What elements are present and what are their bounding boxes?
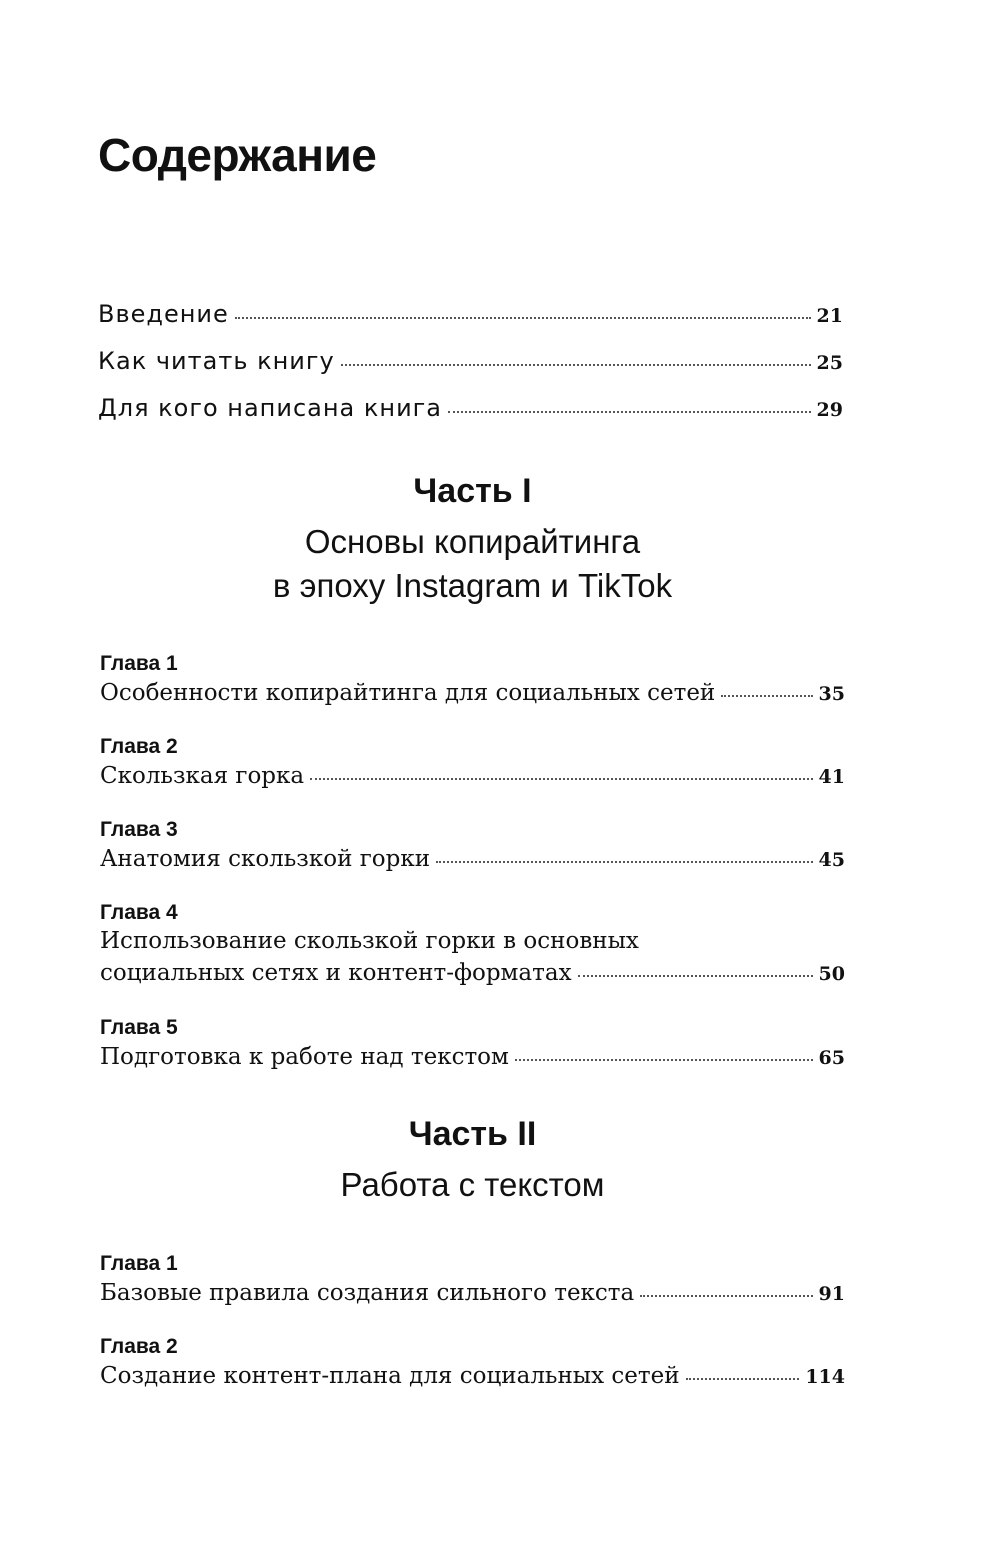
- toc-entry-title: Подготовка к работе над текстом: [100, 1044, 509, 1070]
- chapter-label: Глава 1: [100, 652, 178, 675]
- toc-entry-part2-chapter1[interactable]: [100, 1280, 845, 1306]
- dot-leader: [640, 1295, 812, 1297]
- toc-entry-title: Анатомия скользкой горки: [100, 846, 431, 872]
- toc-entry-title: Введение: [98, 300, 229, 328]
- part-2-subtitle: Работа с текстом: [340, 1166, 605, 1203]
- toc-page-number: 45: [818, 849, 845, 871]
- toc-page-number: 114: [805, 1366, 845, 1388]
- chapter-label: Глава 4: [100, 901, 178, 924]
- dot-leader: [341, 364, 811, 366]
- toc-entry-title-line-2: социальных сетях и контент-форматах: [100, 960, 572, 986]
- toc-entry-part1-chapter1[interactable]: [100, 680, 845, 706]
- toc-entry-audience[interactable]: [98, 394, 843, 422]
- chapter-label: Глава 3: [100, 818, 178, 841]
- toc-entry-title: Для кого написана книга: [98, 394, 442, 422]
- toc-entry-part1-chapter4[interactable]: [100, 960, 845, 986]
- page-title: Содержание: [98, 129, 377, 181]
- part-2-heading: Часть II: [408, 1115, 537, 1153]
- chapter-label: Глава 2: [100, 735, 178, 758]
- dot-leader: [310, 778, 812, 780]
- toc-entry-title: Особенности копирайтинга для социальных сетей: [100, 680, 716, 706]
- part-1-heading: Часть I: [413, 472, 532, 510]
- toc-page-number: 50: [818, 963, 845, 985]
- dot-leader: [235, 317, 811, 319]
- toc-entry-title-line-1[interactable]: Использование скользкой горки в основных: [100, 928, 639, 954]
- chapter-label: Глава 1: [100, 1252, 178, 1275]
- part-1-subtitle-line-2: в эпоху Instagram и TikTok: [272, 567, 673, 604]
- dot-leader: [436, 861, 813, 863]
- toc-entry-part1-chapter2[interactable]: [100, 763, 845, 789]
- dot-leader: [515, 1059, 813, 1061]
- toc-page-number: 21: [816, 305, 843, 327]
- toc-page-number: 91: [818, 1283, 845, 1305]
- toc-entry-title: Базовые правила создания сильного текста: [100, 1280, 635, 1306]
- toc-entry-part1-chapter3[interactable]: [100, 846, 845, 872]
- toc-entry-intro[interactable]: [98, 300, 843, 328]
- toc-page-number: 41: [818, 766, 845, 788]
- part-1-subtitle-line-1: Основы копирайтинга: [304, 523, 641, 560]
- dot-leader: [721, 695, 812, 697]
- chapter-label: Глава 2: [100, 1335, 178, 1358]
- toc-entry-title: Создание контент-плана для социальных сетей: [100, 1363, 680, 1389]
- toc-entry-how-to-read[interactable]: [98, 347, 843, 375]
- chapter-label: Глава 5: [100, 1016, 178, 1039]
- toc-page-number: 65: [818, 1047, 845, 1069]
- toc-entry-title: Скользкая горка: [100, 763, 305, 789]
- dot-leader: [448, 411, 811, 413]
- dot-leader: [686, 1378, 800, 1380]
- toc-entry-part1-chapter5[interactable]: [100, 1044, 845, 1070]
- toc-page-number: 35: [818, 683, 845, 705]
- toc-page-number: 25: [816, 352, 843, 374]
- toc-entry-part2-chapter2[interactable]: [100, 1363, 845, 1389]
- toc-entry-title: Как читать книгу: [98, 347, 335, 375]
- toc-page-number: 29: [816, 399, 843, 421]
- dot-leader: [578, 975, 813, 977]
